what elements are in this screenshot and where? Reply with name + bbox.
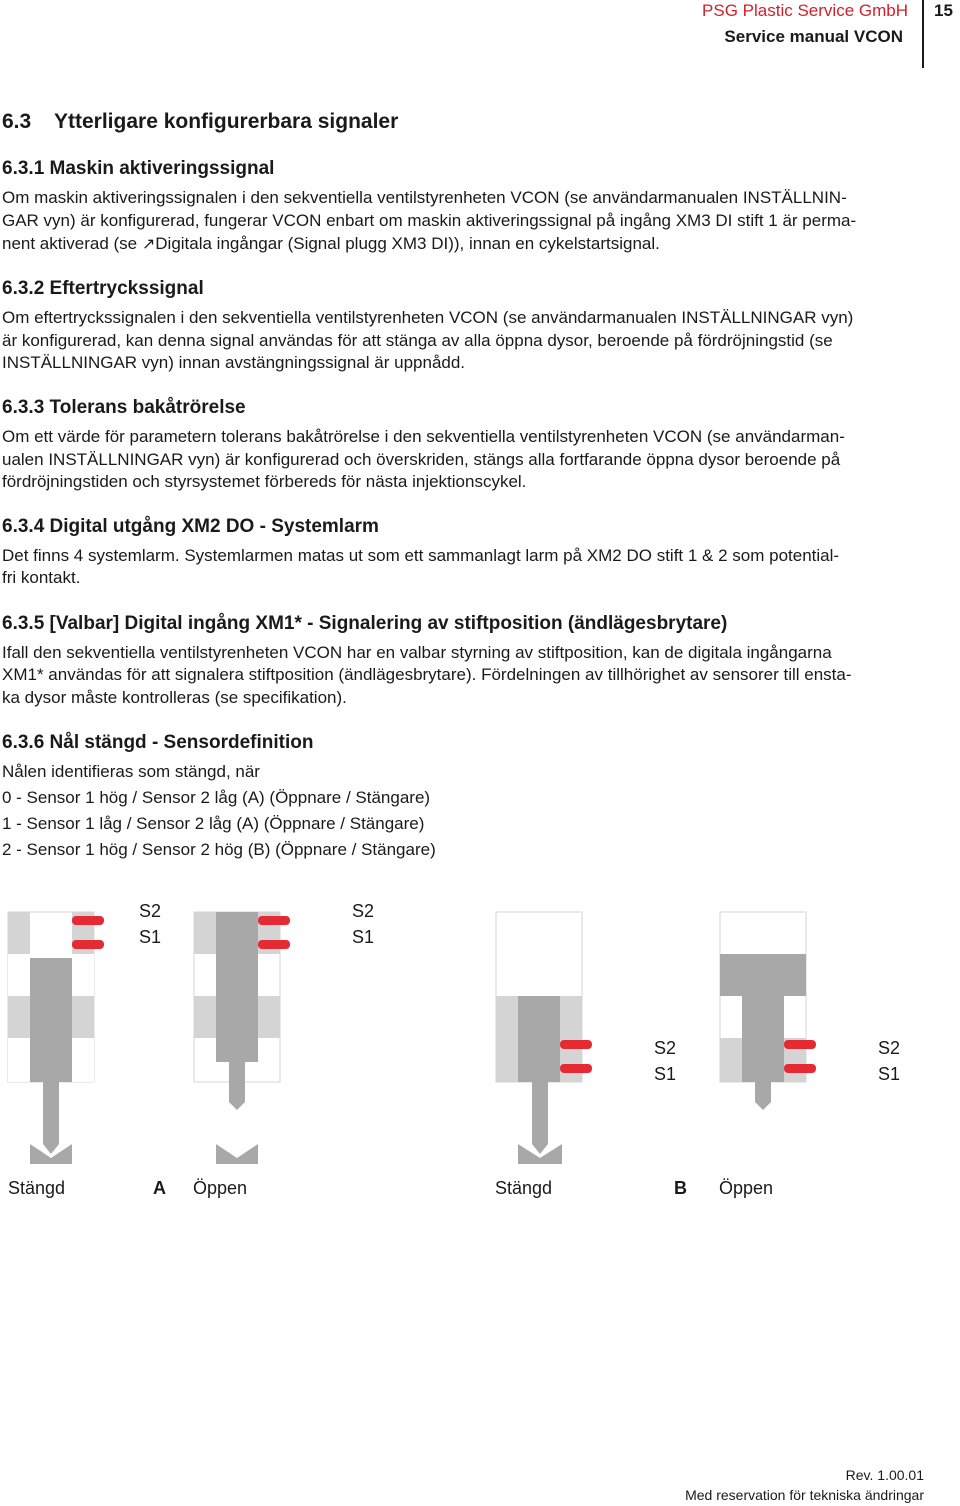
sensor-s1: [784, 1064, 816, 1073]
label-s1: S1: [352, 927, 375, 947]
label-s2: S2: [139, 901, 162, 921]
header-divider: [922, 0, 924, 68]
reservation-note: Med reservation för tekniska ändringar: [685, 1487, 924, 1503]
para-6-3-1-line-3: [2, 234, 660, 254]
sensor-s2: [560, 1040, 592, 1049]
housing-segment: [194, 996, 216, 1038]
sensor-s2: [72, 916, 104, 925]
label-s1: S1: [878, 1064, 901, 1084]
label-closed-a: Stängd: [8, 1178, 66, 1198]
label-open-a: Öppen: [193, 1178, 248, 1198]
needle: [755, 1082, 771, 1102]
housing-segment: [194, 912, 216, 954]
housing-segment: [258, 996, 280, 1038]
revision: Rev. 1.00.01: [845, 1467, 924, 1483]
nozzle-open-b: [720, 912, 816, 1110]
company-name: PSG Plastic Service GmbH: [702, 1, 908, 20]
housing-segment: [8, 954, 30, 996]
piston: [518, 996, 560, 1082]
sensor-s1: [72, 940, 104, 949]
heading-6-3-1: 6.3.1 Maskin aktiveringssignal: [2, 158, 275, 179]
needle: [532, 1082, 548, 1144]
para-6-3-1-line-2: GAR vyn) är konfigurerad, fungerar VCON enbart om maskin aktiveringssignal på ingång XM3 DI stift 1 är perma-: [2, 211, 857, 230]
section-title: Ytterligare konfigurerbara signaler: [54, 110, 399, 133]
heading-6-3-6: 6.3.6 Nål stängd - Sensordefinition: [2, 732, 314, 753]
needle-tip: [229, 1102, 245, 1110]
heading-6-3-4: 6.3.4 Digital utgång XM2 DO - Systemlarm: [2, 516, 379, 537]
needle: [43, 1082, 59, 1144]
para-6-3-3-line-3: fördröjningstiden och styrsystemet förbereds för nästa injektionscykel.: [2, 472, 527, 491]
para-6-3-2-line-2: är konfigurerad, kan denna signal användas för att stänga av alla öppna dysor, beroende på fördröjningstid (se: [2, 331, 833, 350]
para-6-3-5-line-3: ka dysor måste kontrolleras (se specifikation).: [2, 688, 347, 707]
para-6-3-4-line-1: Det finns 4 systemlarm. Systemlarmen matas ut som ett sammanlagt larm på XM2 DO stift 1 & 2 som potential-: [2, 546, 840, 565]
piston-head: [720, 954, 806, 996]
piston: [216, 912, 258, 1062]
heading-6-3-3: 6.3.3 Tolerans bakåtrörelse: [2, 397, 246, 418]
list-item: 2 - Sensor 1 hög / Sensor 2 hög (B) (Öppnare / Stängare): [2, 840, 436, 859]
housing-segment: [8, 1038, 30, 1082]
nozzle-tip: [216, 1144, 258, 1164]
link-digital-inputs[interactable]: [142, 234, 660, 253]
needle-tip: [43, 1144, 59, 1154]
heading-6-3-2: 6.3.2 Eftertryckssignal: [2, 278, 204, 299]
para-6-3-6-intro: Nålen identifieras som stängd, när: [2, 762, 260, 781]
needle-tip: [755, 1102, 771, 1110]
section-heading: [2, 110, 398, 134]
housing-segment: [8, 912, 30, 954]
label-s2: S2: [878, 1038, 901, 1058]
label-a: A: [153, 1178, 166, 1198]
line-3-prefix: nent aktiverad (se: [2, 234, 142, 253]
para-6-3-4-line-2: fri kontakt.: [2, 568, 81, 587]
list-item: 0 - Sensor 1 hög / Sensor 2 låg (A) (Öppnare / Stängare): [2, 788, 431, 807]
sensor-s1: [560, 1064, 592, 1073]
needle: [229, 1062, 245, 1102]
sensor-definition-figure: [0, 880, 960, 1220]
list-item: 1 - Sensor 1 låg / Sensor 2 låg (A) (Öppnare / Stängare): [2, 814, 425, 833]
sensor-s2: [258, 916, 290, 925]
housing-segment: [8, 996, 30, 1038]
needle-tip: [532, 1144, 548, 1154]
para-6-3-5-line-1: Ifall den sekventiella ventilstyrenheten VCON har en valbar styrning av stiftposition, kan de digitala ingångarna: [2, 643, 832, 662]
para-6-3-3-line-2: ualen INSTÄLLNINGAR vyn) är konfigurerad och överskriden, stängs alla fortfarande öppna dysor beroende på: [2, 450, 841, 469]
label-open-b: Öppen: [719, 1178, 774, 1198]
label-s2: S2: [352, 901, 375, 921]
label-s2: S2: [654, 1038, 677, 1058]
housing-segment: [72, 996, 94, 1038]
housing-segment: [720, 1038, 742, 1082]
para-6-3-1-line-1: Om maskin aktiveringssignalen i den sekventiella ventilstyrenheten VCON (se användarmanualen INSTÄLLNIN-: [2, 188, 847, 207]
para-6-3-3-line-1: Om ett värde för parametern tolerans bakåtrörelse i den sekventiella ventilstyrenheten VCON (se användarman-: [2, 427, 845, 446]
piston: [742, 996, 784, 1082]
label-s1: S1: [139, 927, 162, 947]
sensor-s2: [784, 1040, 816, 1049]
label-closed-b: Stängd: [495, 1178, 553, 1198]
link-text: Digitala ingångar (Signal plugg XM3 DI)), innan en cykelstartsignal.: [155, 234, 660, 253]
label-b: B: [674, 1178, 687, 1198]
page-number: 15: [934, 1, 953, 20]
section-number: 6.3: [2, 110, 32, 133]
sensor-s1: [258, 940, 290, 949]
housing-segment: [72, 954, 94, 996]
nozzle-open-a: [194, 912, 290, 1164]
link-arrow-icon: ↗: [141, 236, 156, 253]
piston: [30, 958, 72, 1082]
para-6-3-2-line-1: Om eftertryckssignalen i den sekventiella ventilstyrenheten VCON (se användarmanualen INSTÄLLNINGAR vyn): [2, 308, 854, 327]
para-6-3-5-line-2: XM1* användas för att signalera stiftposition (ändlägesbrytare). Fördelningen av tillhörighet av sensorer till ensta-: [2, 665, 852, 684]
para-6-3-2-line-3: INSTÄLLNINGAR vyn) innan avstängningssignal är uppnådd.: [2, 353, 466, 372]
housing-segment: [72, 1038, 94, 1082]
nozzle-closed-a: [8, 912, 104, 1164]
heading-6-3-5: 6.3.5 [Valbar] Digital ingång XM1* - Signalering av stiftposition (ändlägesbrytare): [2, 613, 728, 634]
nozzle-closed-b: [496, 912, 592, 1164]
label-s1: S1: [654, 1064, 677, 1084]
manual-title: Service manual VCON: [724, 27, 903, 46]
